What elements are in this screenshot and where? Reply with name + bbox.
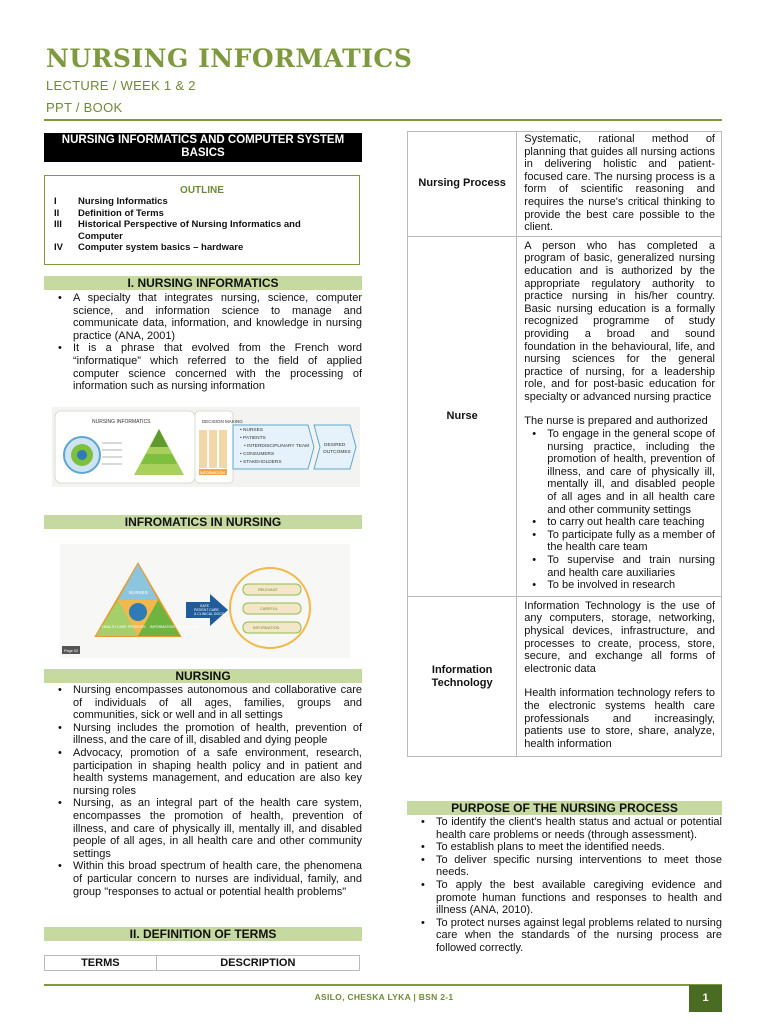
- fig1-pyramid-title: DECISION MAKING: [202, 419, 243, 424]
- fig2-tri-left: HEALTH CARE PROCESS: [102, 625, 146, 629]
- outline-item: [45, 219, 359, 242]
- list-item: • A specialty that integrates nursing, science, computer science, and information science to manage and communicate data, information, and knowledge in nursing practice (ANA, 2001): [44, 292, 362, 342]
- list-item: • Nursing includes the promotion of health, prevention of illness, and the care of ill, disabled and dying people: [44, 722, 362, 747]
- outline-text: Computer system basics – hardware: [78, 242, 244, 253]
- outline-num: III: [54, 219, 62, 230]
- diagram-graphic: [52, 407, 360, 487]
- lecture-subtitle: LECTURE / WEEK 1 & 2: [46, 78, 196, 93]
- outline-item: [45, 208, 359, 220]
- list-item: • To participate fully as a member of the health care team: [524, 529, 715, 554]
- source-subtitle: PPT / BOOK: [46, 100, 123, 115]
- terms-column-header: TERMS: [45, 956, 157, 970]
- fig1-bullet-2: • PATIENTS: [240, 436, 266, 441]
- nursing-informatics-list: [44, 292, 362, 393]
- page-number: 1: [689, 985, 722, 1012]
- description-text: Health information technology refers to the electronic systems health care professionals and increasingly, patients use to store, share, analyze, health information: [524, 687, 715, 750]
- outline-num: I: [54, 196, 57, 207]
- table-row: [408, 597, 721, 757]
- description-text: A person who has completed a program of basic, generalized nursing education and is authorized by the appropriate regulatory authority to practice nursing in his/her country. Basic nursing education is a formally recognized programme of study providing a broad and sound foundation in the behavioural, life, and nursing sciences for the general practice of nursing, for a leadership role, and for post-basic education for specialty or advanced nursing practice: [524, 239, 715, 403]
- fig2-arrow-3: & CLINICAL DOCS: [194, 612, 225, 616]
- list-item: • To engage in the general scope of nursing practice, including the promotion of health, prevention of illness, and care of physically ill, mentally ill, and disabled people of all ages and in all health care and other community settings: [524, 428, 715, 516]
- outline-item: [45, 196, 359, 208]
- list-item: • To apply the best available caregiving evidence and promote human functions and responses to health and illness (ANA, 2010).: [407, 879, 722, 917]
- fig2-arrow-1: SAFE: [200, 604, 210, 608]
- table-row: [408, 132, 721, 237]
- term-cell: Information Technology: [408, 597, 517, 757]
- fig1-outcome-1: DESIRED: [324, 443, 346, 448]
- fig1-bullet-5: • STAKEHOLDERS: [240, 460, 282, 465]
- purpose-heading: PURPOSE OF THE NURSING PROCESS: [407, 801, 722, 815]
- nursing-informatics-heading: I. NURSING INFORMATICS: [44, 276, 362, 290]
- outline-text: Historical Perspective of Nursing Informatics and Computer: [78, 219, 301, 242]
- list-item: • Advocacy, promotion of a safe environment, research, participation in shaping health policy and in patient and health systems management, and education are also key nursing roles: [44, 747, 362, 797]
- fig1-bullet-3: • INTERDISCIPLINARY TEAM: [244, 444, 310, 449]
- list-item: • to carry out health care teaching: [524, 516, 715, 529]
- table-row: [408, 237, 721, 597]
- terms-table-header: [44, 955, 360, 971]
- fig2-arrow-2: PATIENT CARE: [194, 608, 219, 612]
- description-text: The nurse is prepared and authorized: [524, 415, 708, 428]
- outline-num: IV: [54, 242, 63, 253]
- fig2-tag: Page 02: [64, 649, 79, 653]
- list-item: • To protect nurses against legal problems related to nursing care when the standards of the nursing process are followed correctly.: [407, 917, 722, 955]
- list-item: • It is a phrase that evolved from the French word “informatique” which referred to the field of applied computer science concerned with the processing of information such as nursing information: [44, 342, 362, 392]
- section-title-bar: NURSING INFORMATICS AND COMPUTER SYSTEM BASICS: [44, 133, 362, 162]
- nursing-informatics-diagram: [52, 407, 360, 487]
- outline-title: OUTLINE: [180, 185, 224, 196]
- list-item: • To supervise and train nursing and health care auxiliaries: [524, 554, 715, 579]
- header-divider: [44, 119, 722, 121]
- outline-text: Nursing Informatics: [78, 196, 168, 207]
- footer-divider: [44, 984, 722, 986]
- fig1-title: NURSING INFORMATICS: [92, 419, 151, 425]
- diagram-graphic: [60, 544, 350, 658]
- fig2-pill-1: RELEVANT: [258, 588, 278, 592]
- list-item: • Within this broad spectrum of health care, the phenomena of particular concern to nurses are individual, family, and group "responses to actual or potential health problems": [44, 860, 362, 898]
- purpose-list: [407, 816, 722, 955]
- outline-text: Definition of Terms: [78, 207, 164, 219]
- fig2-tri-right: INFORMATION TECHNOLOGY: [150, 625, 201, 629]
- description-cell: [517, 132, 721, 236]
- term-cell: Nurse: [408, 237, 517, 596]
- nursing-list: [44, 684, 362, 898]
- document-title: NURSING INFORMATICS: [46, 44, 413, 73]
- nurse-scope-list: [524, 428, 715, 592]
- fig1-bullet-1: • NURSES: [240, 428, 264, 433]
- list-item: • To deliver specific nursing interventions to meet those needs.: [407, 854, 722, 879]
- list-item: • Nursing, as an integral part of the health care system, encompasses the promotion of health, prevention of illness, and care of physically ill, mentally ill, and disabled people of all ages, in all health care and other community settings: [44, 797, 362, 860]
- description-cell: [517, 597, 721, 757]
- fig2-pill-2: CAREFUL: [260, 607, 278, 611]
- outline-item: [45, 242, 359, 254]
- fig2-pill-3: INFORMATION: [253, 626, 280, 630]
- nursing-heading: NURSING: [44, 669, 362, 683]
- description-text: Information Technology is the use of any computers, storage, networking, physical devices, infrastructure, and processes to create, process, store, secure, and exchange all forms of electronic data: [524, 599, 715, 675]
- description-column-header: DESCRIPTION: [220, 957, 296, 969]
- fig1-bullet-4: • CONSUMERS: [240, 452, 275, 457]
- term-cell: Nursing Process: [408, 132, 517, 236]
- informatics-in-nursing-diagram: [60, 544, 350, 658]
- outline-num: II: [54, 207, 60, 219]
- description-text: Systematic, rational method of planning that guides all nursing actions in delivering holistic and patient-focused care. The nursing process is a form of scientific reasoning and requires the nurse's critical thinking to provide the best care possible to the client.: [524, 133, 715, 234]
- list-item: • To identify the client's health status and actual or potential health care problems or needs (through assessment).: [407, 816, 722, 841]
- list-item: • Nursing encompasses autonomous and collaborative care of individuals of all ages, families, groups and communities, sick or well and in all settings: [44, 684, 362, 722]
- terms-table: [407, 131, 722, 757]
- definition-of-terms-heading: II. DEFINITION OF TERMS: [44, 927, 362, 941]
- fig2-tri-top: NURSES: [129, 590, 148, 595]
- description-cell: [517, 237, 721, 596]
- footer-author: ASILO, CHESKA LYKA | BSN 2-1: [314, 992, 454, 1002]
- fig1-outcome-2: OUTCOMES: [323, 450, 351, 455]
- outline-box: [44, 175, 360, 265]
- list-item: • To establish plans to meet the identified needs.: [407, 841, 722, 854]
- fig1-info-label: INFORMATION: [200, 471, 225, 475]
- informatics-in-nursing-heading: INFROMATICS IN NURSING: [44, 515, 362, 529]
- list-item: • To be involved in research: [524, 579, 715, 592]
